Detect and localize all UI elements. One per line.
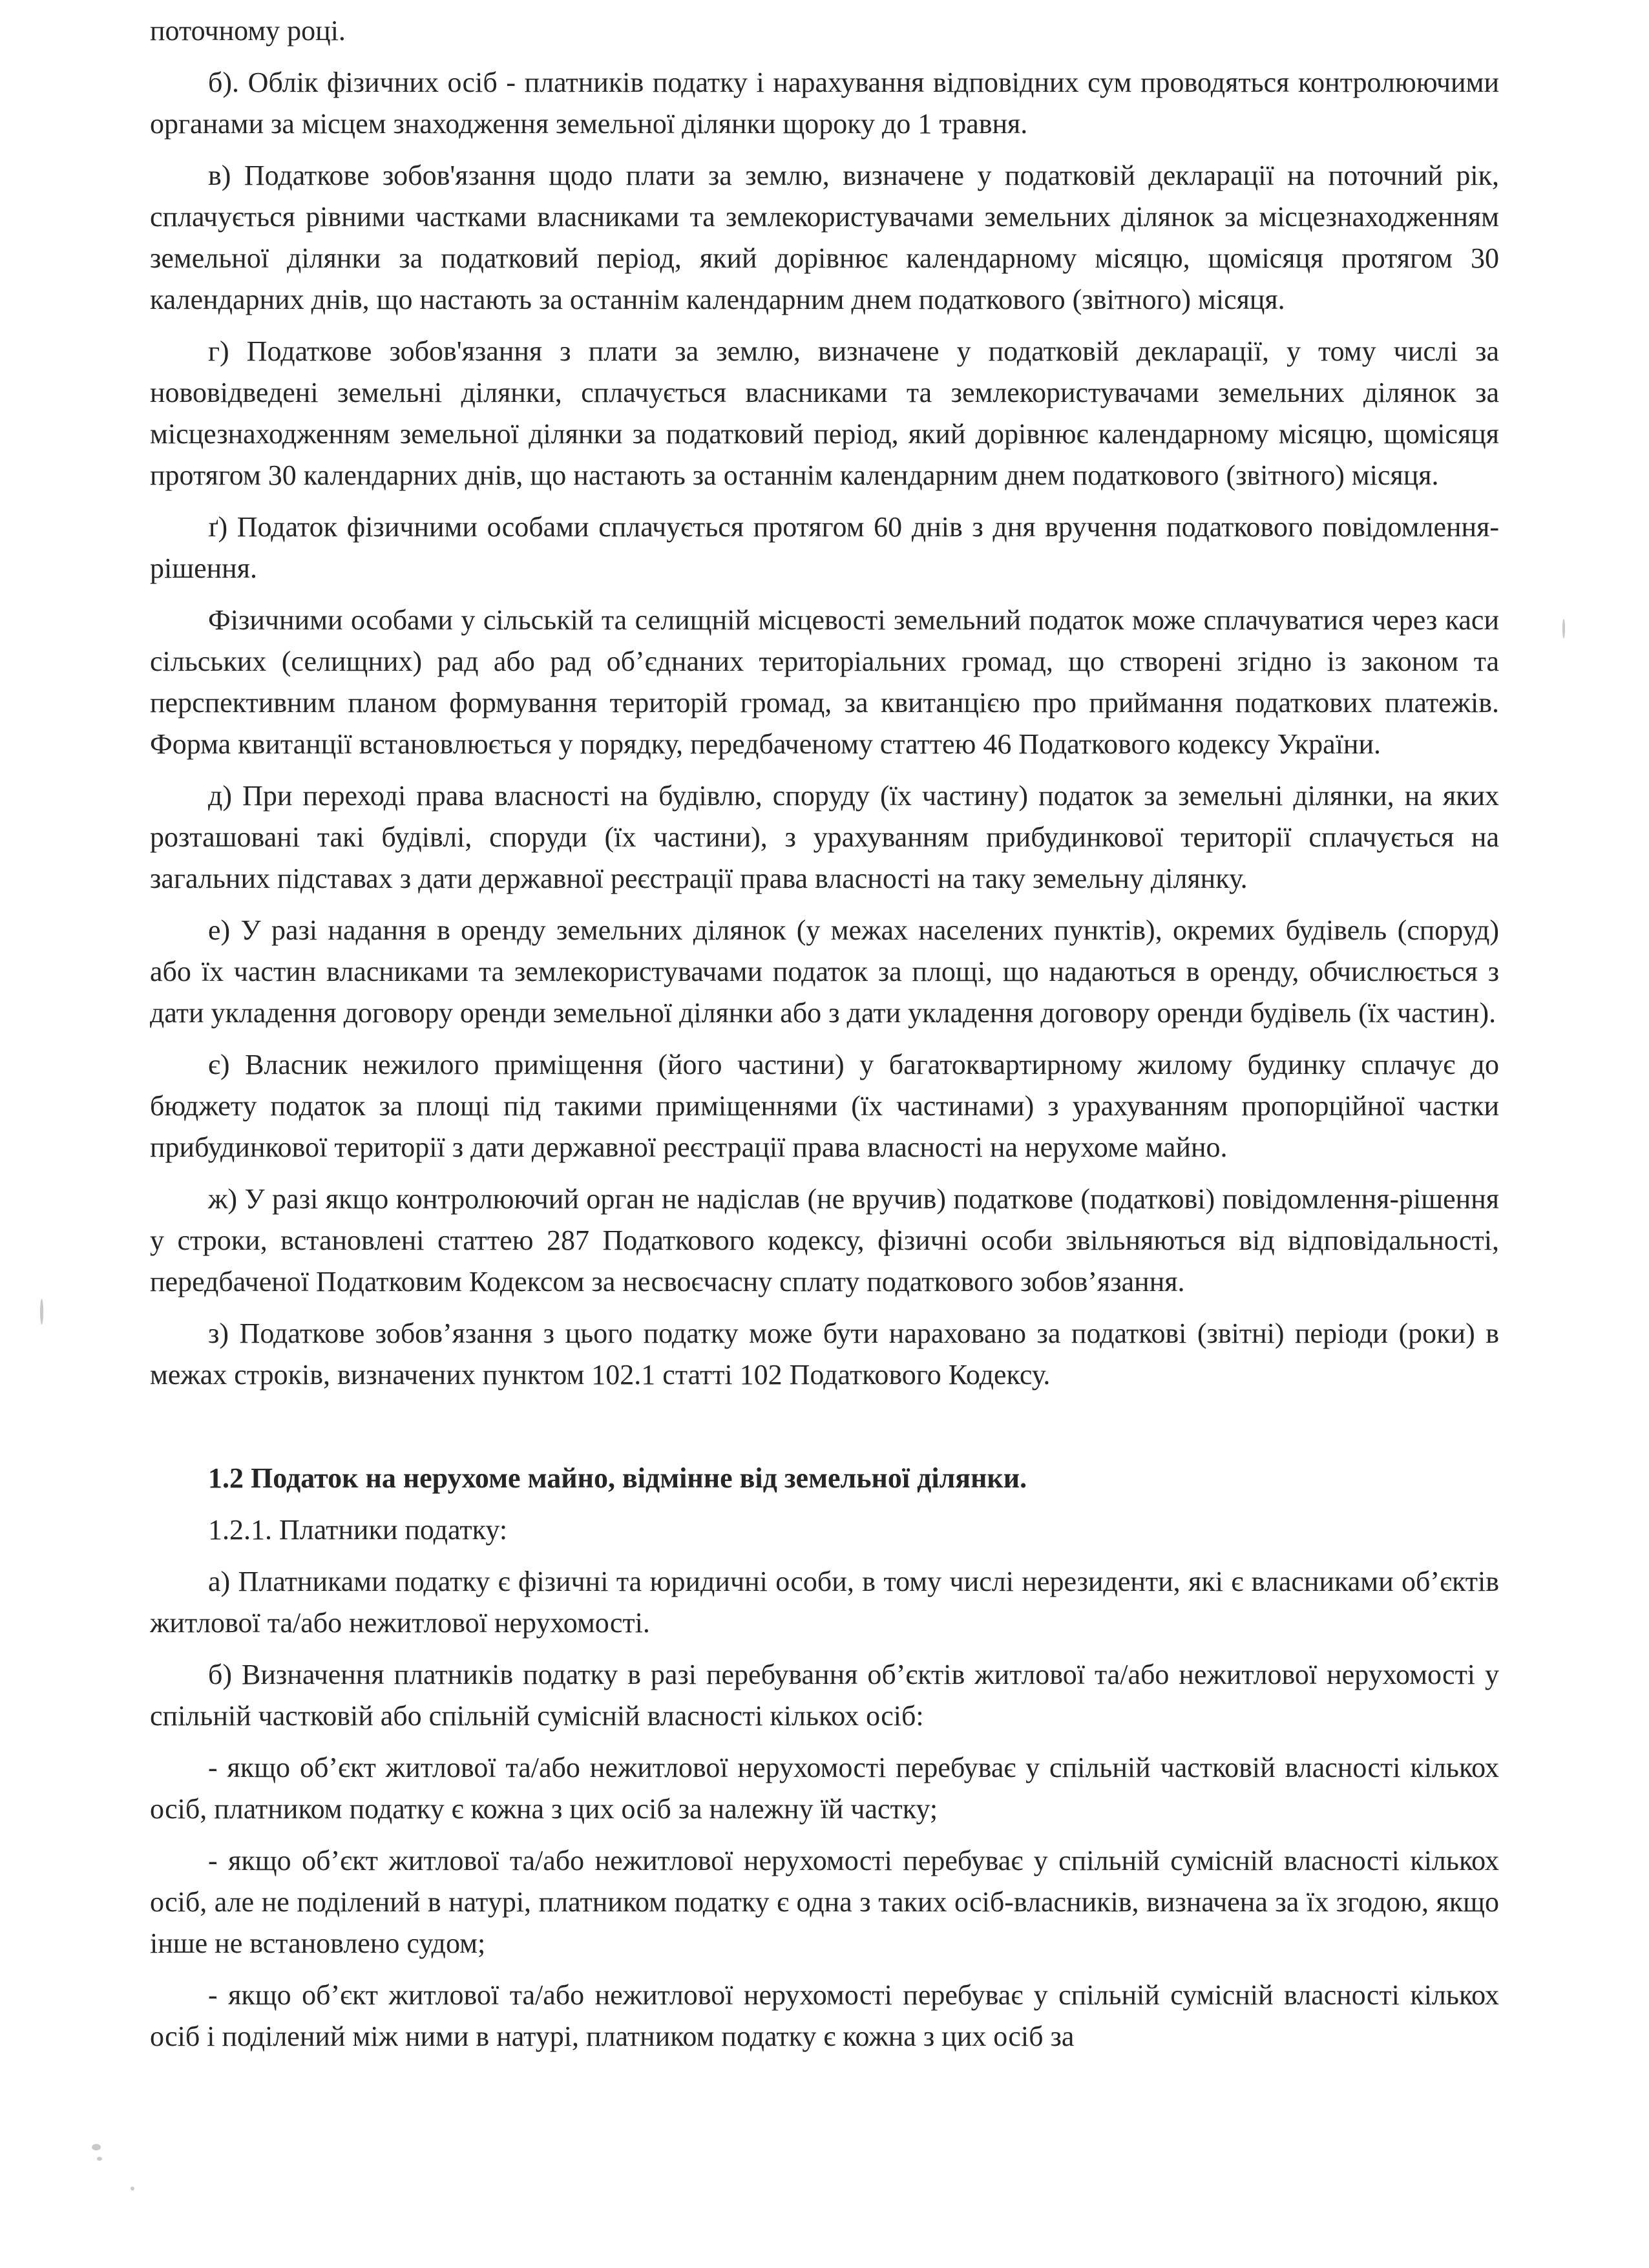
paragraph-dash-3: - якщо об’єкт житлової та/або нежитлової нерухомості перебуває у спільній сумісній власності кількох осіб і поділений між ними в натурі, платником податку є кожна з цих осіб за xyxy=(150,1979,1499,2052)
paragraph-e: е) У разі надання в оренду земельних ділянок (у межах населених пунктів), окремих будівель (споруд) або їх частин власниками та землекористувачами податок за площі, що надаються в оренду, обчислюється з дати укладення договору оренди земельної ділянки або з дати укладення договору оренди будівель (їх частин). xyxy=(150,914,1499,1029)
paragraph-individuals: Фізичними особами у сільській та селищній місцевості земельний податок може сплачуватися через каси сільських (селищних) рад або рад об’єднаних територіальних громад, що створені згідно із законом та перспективним планом формування територій громад, за квитанцією про приймання податкових платежів. Форма квитанції встановлюється у порядку, передбаченому статтею 46 Податкового кодексу України. xyxy=(150,604,1499,760)
subsection-heading: 1.2.1. Платники податку: xyxy=(208,1514,508,1546)
paragraph-g: ґ) Податок фізичними особами сплачується протягом 60 днів з дня вручення податкового повідомлення-рішення. xyxy=(150,511,1499,584)
paragraph-section-a: а) Платниками податку є фізичні та юридичні особи, в тому числі нерезиденти, які є власниками об’єктів житлової та/або нежитлової нерухомості. xyxy=(150,1566,1499,1639)
paragraph-b: б). Облік фізичних осіб - платників податку і нарахування відповідних сум проводяться контролюючими органами за місцем знаходження земельної ділянки щороку до 1 травня. xyxy=(150,67,1499,140)
paragraph-h: г) Податкове зобов'язання з плати за землю, визначене у податковій декларації, у тому числі за нововідведені земельні ділянки, сплачується власниками та землекористувачами земельних ділянок за місцезнаходженням земельної ділянки за податковий період, який дорівнює календарному місяцю, щомісяця протягом 30 календарних днів, що настають за останнім календарним днем податкового (звітного) місяця. xyxy=(150,335,1499,491)
scan-speck xyxy=(97,2157,102,2161)
paragraph-v: в) Податкове зобов'язання щодо плати за землю, визначене у податковій декларації на поточний рік, сплачується рівними частками власниками та землекористувачами земельних ділянок за місцезнаходженням земельної ділянки за податковий період, який дорівнює календарному місяцю, щомісяця протягом 30 календарних днів, що настають за останнім календарним днем податкового (звітного) місяця. xyxy=(150,160,1499,315)
paragraph-continuation: поточному році. xyxy=(150,15,346,47)
paragraph-ye: є) Власник нежилого приміщення (його частини) у багатоквартирному жилому будинку сплачує до бюджету податок за площі під такими приміщеннями (їх частинами) з урахуванням пропорційної частки прибудинкової території з дати державної реєстрації права власності на нерухоме майно. xyxy=(150,1049,1499,1163)
scan-speck xyxy=(40,1299,43,1325)
paragraph-section-b: б) Визначення платників податку в разі перебування об’єктів житлової та/або нежитлової нерухомості у спільній частковій або спільній сумісній власності кількох осіб: xyxy=(150,1659,1499,1732)
paragraph-zh: ж) У разі якщо контролюючий орган не надіслав (не вручив) податкове (податкові) повідомлення-рішення у строки, встановлені статтею 287 Податкового кодексу, фізичні особи звільняються від відповідальності, передбаченої Податковим Кодексом за несвоєчасну сплату податкового зобов’язання. xyxy=(150,1183,1499,1297)
scan-speck xyxy=(1562,619,1565,638)
paragraph-dash-1: - якщо об’єкт житлової та/або нежитлової нерухомості перебуває у спільній частковій власності кількох осіб, платником податку є кожна з цих осіб за належну їй частку; xyxy=(150,1752,1499,1825)
scan-speck xyxy=(131,2187,134,2190)
paragraph-d: д) При переході права власності на будівлю, споруду (їх частину) податок за земельні ділянки, на яких розташовані такі будівлі, споруди (їх частини), з урахуванням прибудинкової території сплачується на загальних підставах з дати державної реєстрації права власності на таку земельну ділянку. xyxy=(150,780,1499,894)
document-page xyxy=(150,10,1499,2233)
section-heading: 1.2 Податок на нерухоме майно, відмінне від земельної ділянки. xyxy=(208,1462,1027,1494)
scan-speck xyxy=(92,2144,101,2150)
paragraph-dash-2: - якщо об’єкт житлової та/або нежитлової нерухомості перебуває у спільній сумісній власності кількох осіб, але не поділений в натурі, платником податку є одна з таких осіб-власників, визначена за їх згодою, якщо інше не встановлено судом; xyxy=(150,1845,1499,1959)
paragraph-z: з) Податкове зобов’язання з цього податку може бути нараховано за податкові (звітні) періоди (роки) в межах строків, визначених пунктом 102.1 статті 102 Податкового Кодексу. xyxy=(150,1318,1499,1391)
